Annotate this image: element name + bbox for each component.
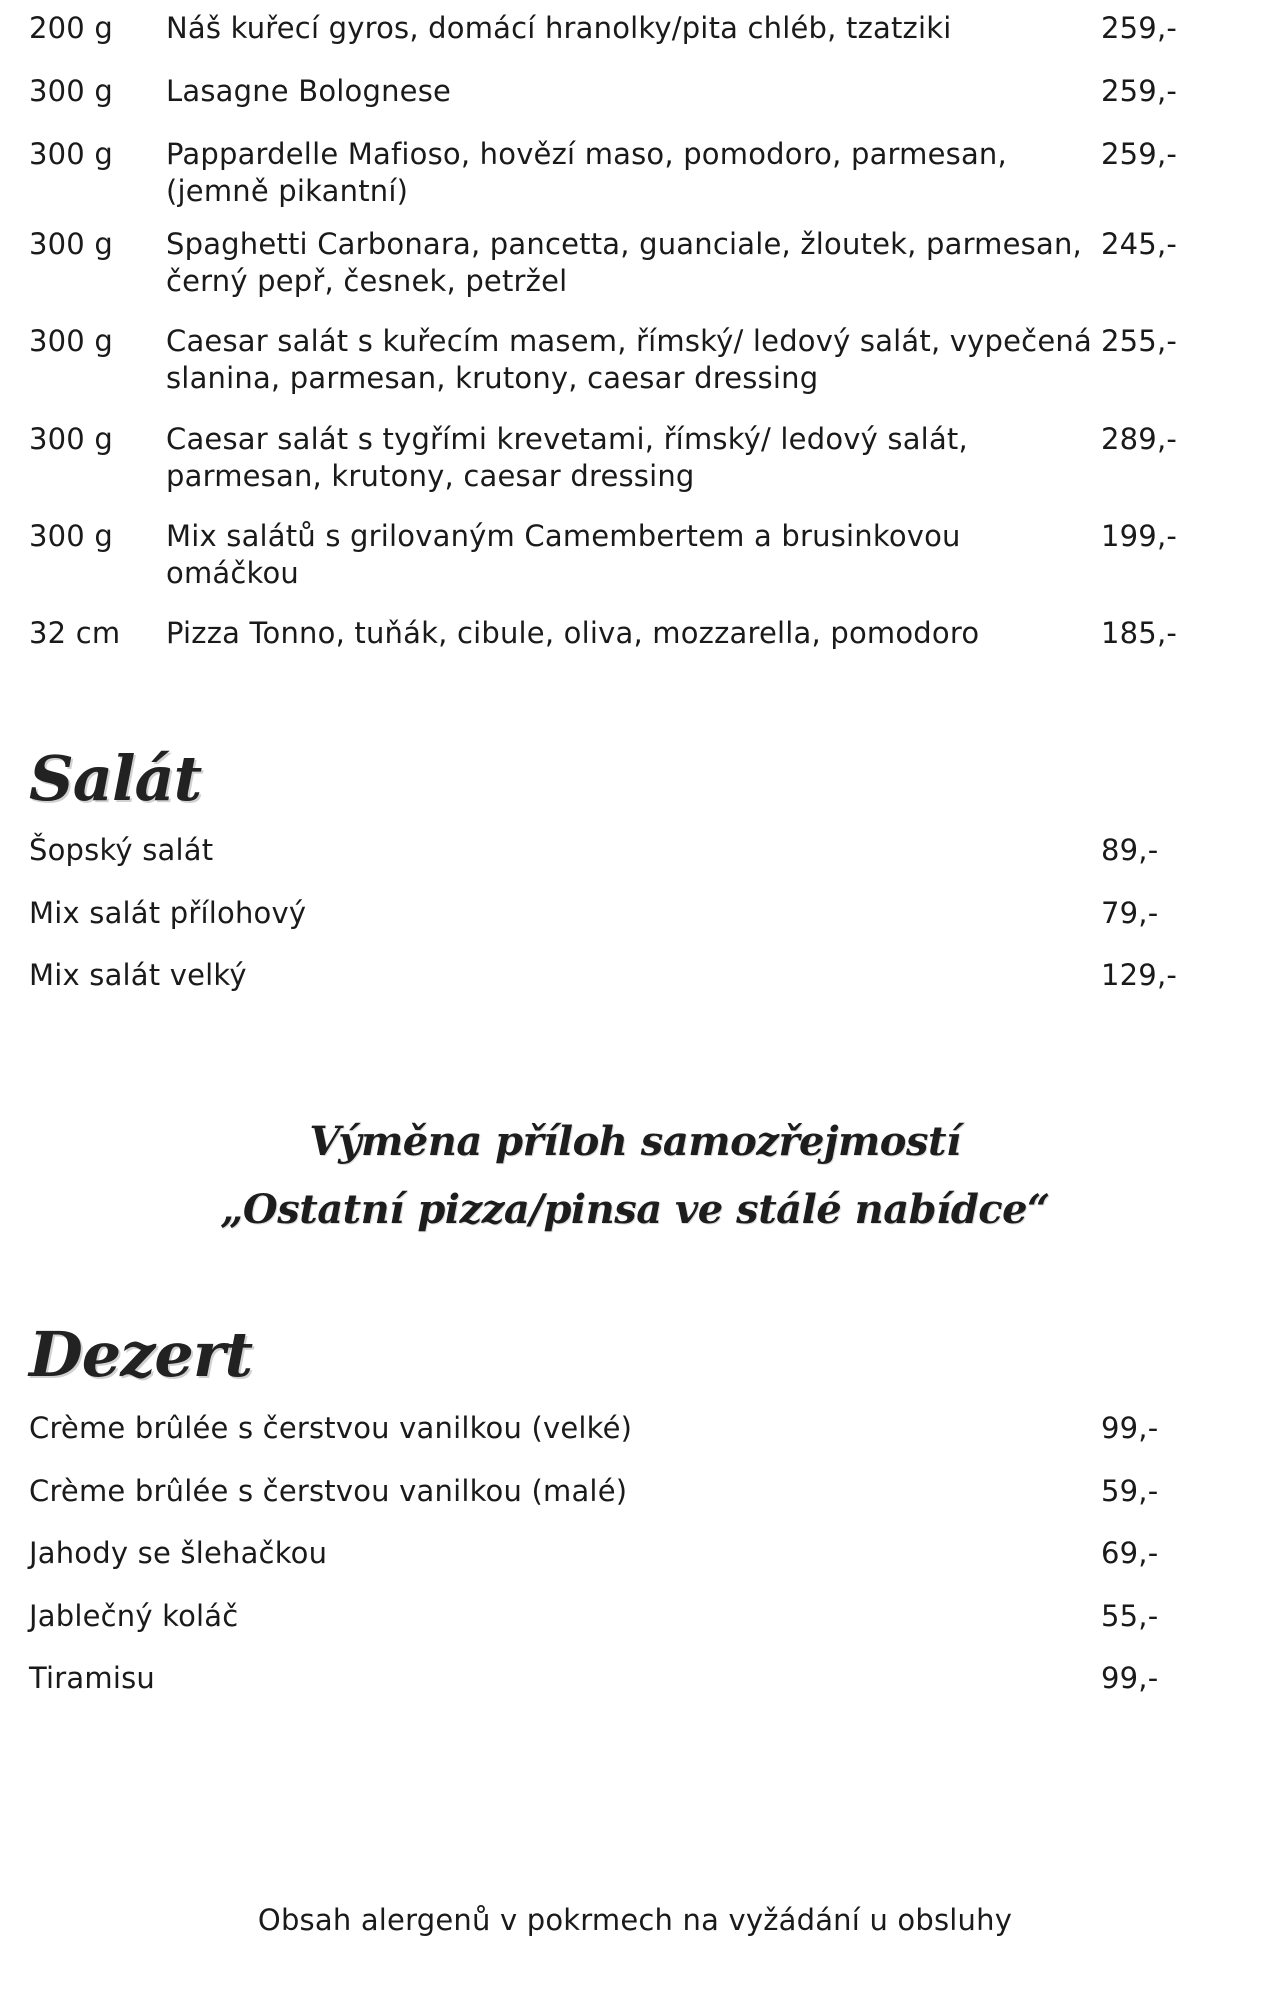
- dessert-name: Tiramisu: [29, 1661, 155, 1695]
- salad-price: 89,-: [1101, 833, 1159, 867]
- dish-portion: 300 g: [29, 137, 113, 171]
- dish-name: Lasagne Bolognese: [166, 74, 452, 108]
- notice-line-2: „Ostatní pizza/pinsa ve stálé nabídce“: [220, 1186, 1050, 1233]
- dessert-price: 99,-: [1101, 1411, 1159, 1445]
- dish-name: Caesar salát s tygřími krevetami, římský/ ledový salát, parmesan, krutony, caesar dressing: [166, 422, 968, 493]
- dish-portion: 300 g: [29, 422, 113, 456]
- salad-price: 79,-: [1101, 895, 1159, 930]
- list-item: [29, 1598, 1179, 1635]
- salad-name: Šopský salát: [29, 833, 214, 867]
- notice-line-1: Výměna příloh samozřejmostí: [309, 1118, 961, 1165]
- dessert-list: [29, 1410, 1179, 1723]
- list-item: [29, 1660, 1179, 1697]
- dish-name: Mix salátů s grilovaným Camembertem a brusinkovou omáčkou: [166, 519, 961, 590]
- list-item: [29, 957, 1179, 994]
- dish-row: [29, 136, 1179, 210]
- dish-price: 185,-: [1101, 616, 1178, 650]
- dessert-name: Jahody se šlehačkou: [29, 1536, 328, 1570]
- dish-name: Náš kuřecí gyros, domácí hranolky/pita chléb, tzatziki: [166, 11, 952, 45]
- dish-row: [29, 421, 1179, 495]
- dish-price: 245,-: [1101, 227, 1178, 261]
- dish-portion: 200 g: [29, 11, 113, 45]
- dish-portion: 300 g: [29, 324, 113, 358]
- dish-name: Pizza Tonno, tuňák, cibule, oliva, mozzarella, pomodoro: [166, 616, 980, 650]
- dish-price: 199,-: [1101, 519, 1178, 553]
- dessert-price: 55,-: [1101, 1598, 1159, 1633]
- dish-price: 259,-: [1101, 74, 1178, 108]
- dish-name: Spaghetti Carbonara, pancetta, guanciale, žloutek, parmesan, černý pepř, česnek, petržel: [166, 227, 1082, 298]
- salad-name: Mix salát přílohový: [29, 895, 307, 930]
- dish-row: [29, 226, 1179, 300]
- dish-price: 259,-: [1101, 137, 1178, 171]
- list-item: [29, 1410, 1179, 1447]
- allergen-note: Obsah alergenů v pokrmech na vyžádání u obsluhy: [257, 1903, 1013, 1937]
- dish-price: 289,-: [1101, 422, 1178, 456]
- dish-row: [29, 323, 1179, 397]
- list-item: [29, 895, 1179, 932]
- dish-row: [29, 518, 1179, 592]
- list-item: [29, 1535, 1179, 1572]
- dish-row: [29, 73, 1179, 110]
- dessert-name: Jablečný koláč: [29, 1598, 239, 1633]
- salad-list: [29, 832, 1179, 1020]
- dish-portion: 300 g: [29, 227, 113, 261]
- salad-price: 129,-: [1101, 958, 1178, 992]
- dish-row: [29, 10, 1179, 47]
- dish-portion: 300 g: [29, 519, 113, 553]
- dessert-name: Crème brûlée s čerstvou vanilkou (velké): [29, 1411, 633, 1445]
- dish-portion: 32 cm: [29, 616, 121, 650]
- dish-row: [29, 615, 1179, 652]
- dish-price: 259,-: [1101, 11, 1178, 45]
- dessert-section-title: Dezert: [29, 1318, 253, 1391]
- salad-section-title: Salát: [29, 742, 202, 815]
- dessert-price: 59,-: [1101, 1473, 1159, 1508]
- dessert-price: 99,-: [1101, 1661, 1159, 1695]
- dish-price: 255,-: [1101, 324, 1178, 358]
- dessert-price: 69,-: [1101, 1536, 1159, 1570]
- dish-portion: 300 g: [29, 74, 113, 108]
- dish-name: Caesar salát s kuřecím masem, římský/ ledový salát, vypečená slanina, parmesan, krutony, caesar dressing: [166, 324, 1092, 395]
- dish-name: Pappardelle Mafioso, hovězí maso, pomodoro, parmesan, (jemně pikantní): [166, 137, 1007, 208]
- dessert-name: Crème brûlée s čerstvou vanilkou (malé): [29, 1473, 628, 1508]
- side-swap-notice: [0, 1108, 1270, 1244]
- list-item: [29, 1473, 1179, 1510]
- main-dishes-list: [29, 10, 1179, 652]
- list-item: [29, 832, 1179, 869]
- salad-name: Mix salát velký: [29, 958, 247, 992]
